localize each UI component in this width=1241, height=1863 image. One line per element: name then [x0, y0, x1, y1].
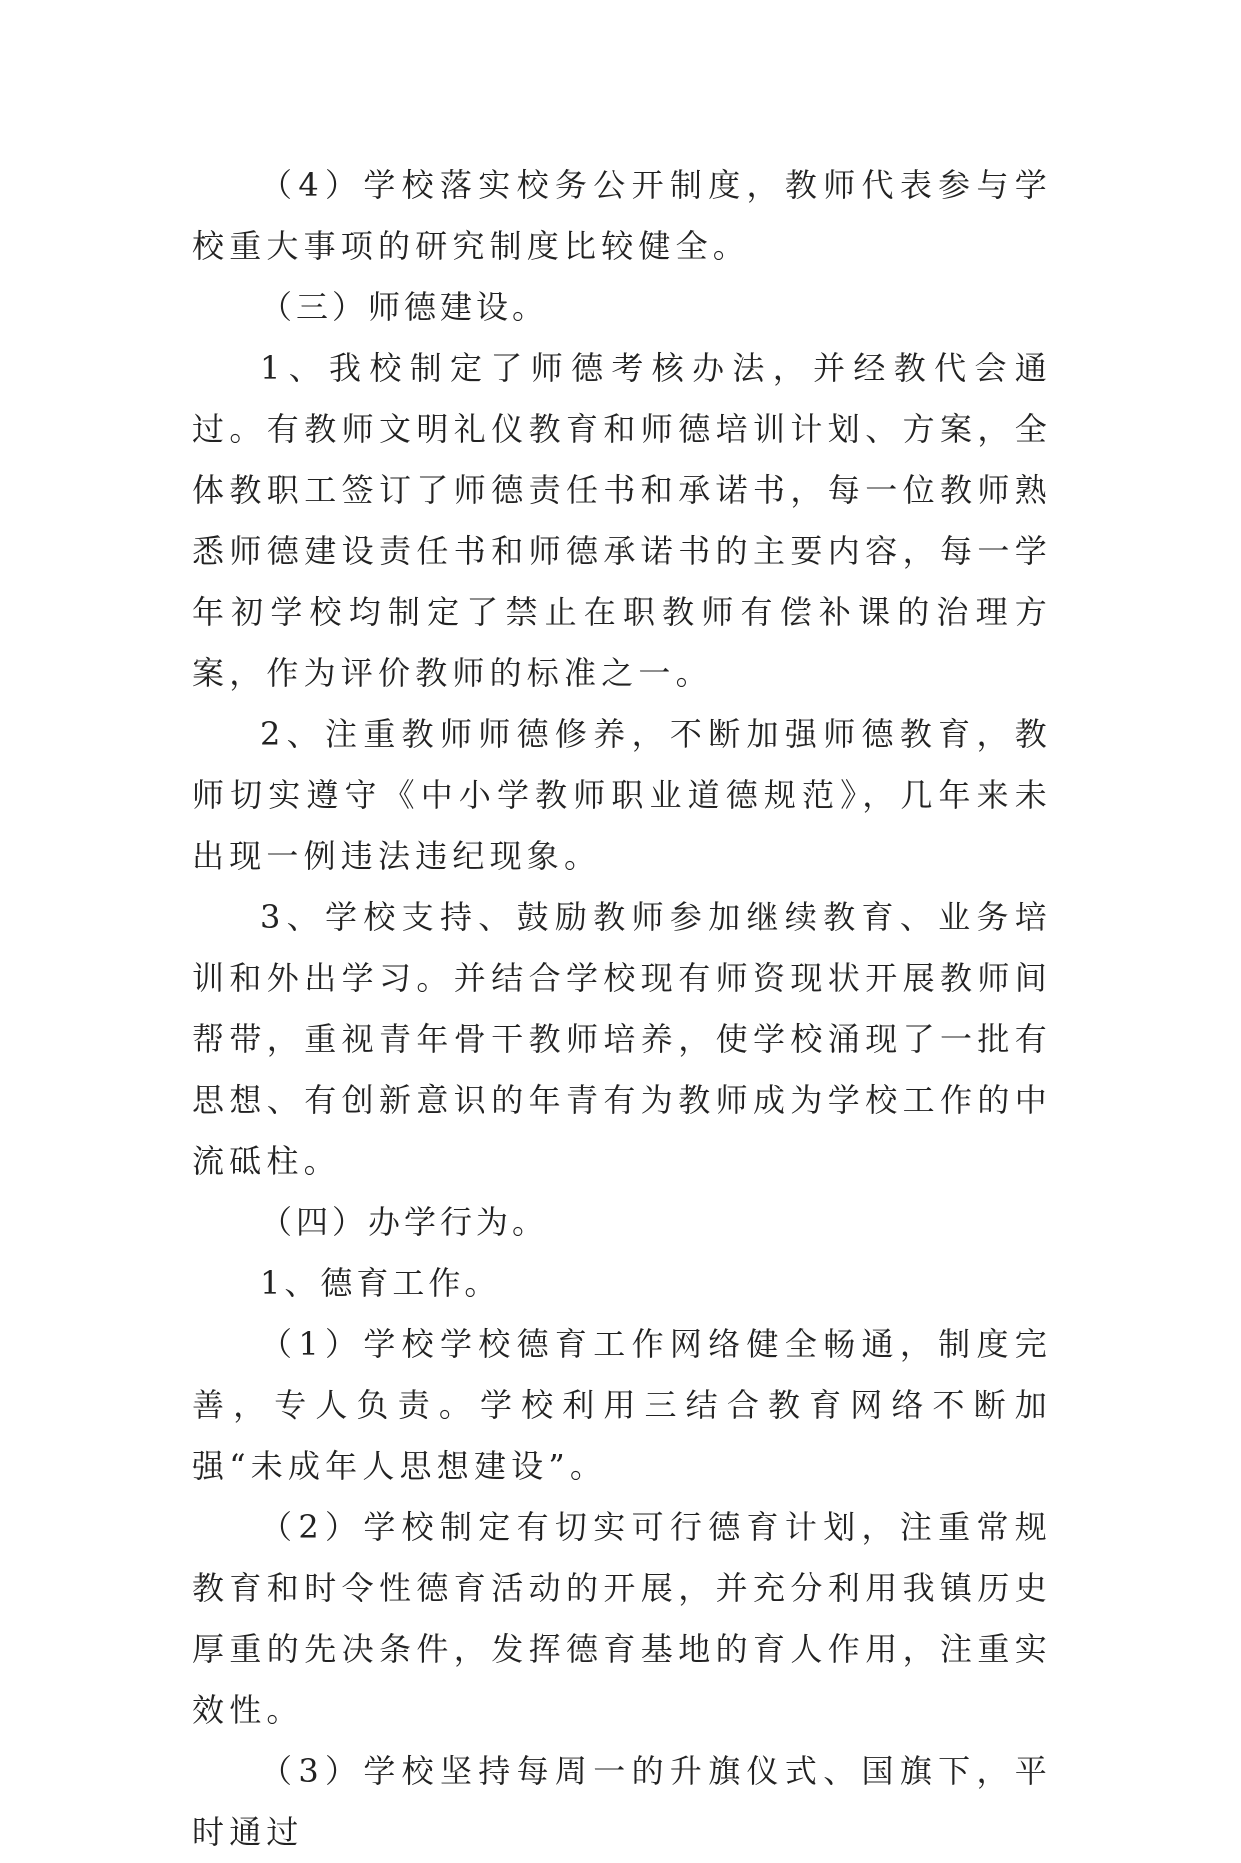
paragraph-ethics-cultivation: 2、注重教师师德修养，不断加强师德教育，教师切实遵守《中小学教师职业道德规范》，几年来未出现一例违法违纪现象。 [192, 715, 1052, 875]
subsection-heading-moral-education: 1、德育工作。 [260, 1264, 501, 1302]
paragraph-continuing-education: 3、学校支持、鼓励教师参加继续教育、业务培训和外出学习。并结合学校现有师资现状开展教师间帮带，重视青年骨干教师培养，使学校涌现了一批有思想、有创新意识的年青有为教师成为学校工作的中流砥柱。 [192, 898, 1052, 1180]
paragraph-flag-ceremony: （3）学校坚持每周一的升旗仪式、国旗下，平时通过 [192, 1752, 1052, 1851]
section-heading-teacher-ethics: （三）师德建设。 [260, 288, 549, 326]
document-body [192, 155, 1052, 1863]
paragraph-moral-network: （1）学校学校德育工作网络健全畅通，制度完善，专人负责。学校利用三结合教育网络不断加强“未成年人思想建设”。 [192, 1325, 1052, 1485]
paragraph-moral-plan: （2）学校制定有切实可行德育计划，注重常规教育和时令性德育活动的开展，并充分利用我镇历史厚重的先决条件，发挥德育基地的育人作用，注重实效性。 [192, 1508, 1052, 1729]
paragraph-ethics-assessment: 1、我校制定了师德考核办法，并经教代会通过。有教师文明礼仪教育和师德培训计划、方案，全体教职工签订了师德责任书和承诺书，每一位教师熟悉师德建设责任书和师德承诺书的主要内容，每一学年初学校均制定了禁止在职教师有偿补课的治理方案，作为评价教师的标准之一。 [192, 349, 1052, 692]
section-heading-school-conduct: （四）办学行为。 [260, 1203, 549, 1241]
paragraph-school-affairs-openness: （4）学校落实校务公开制度，教师代表参与学校重大事项的研究制度比较健全。 [192, 166, 1052, 265]
